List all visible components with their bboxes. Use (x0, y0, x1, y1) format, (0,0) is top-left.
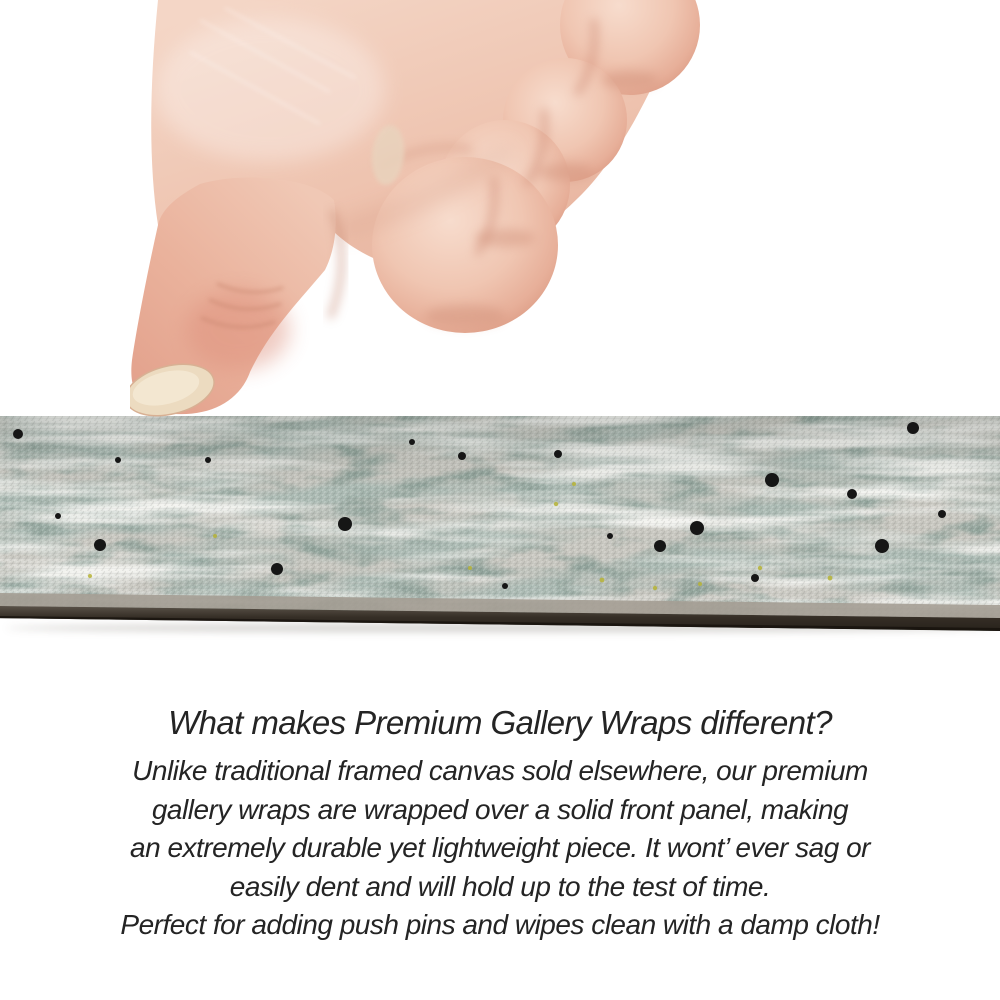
canvas-texture (0, 416, 1000, 631)
description-line: Perfect for adding push pins and wipes clean with a damp cloth! (120, 909, 880, 940)
description-heading: What makes Premium Gallery Wraps different? (168, 704, 832, 741)
description-line: an extremely durable yet lightweight piece. It wont’ ever sag or (130, 832, 870, 863)
description-line: gallery wraps are wrapped over a solid front panel, making (151, 793, 849, 825)
description (0, 701, 1000, 945)
canvas-edge-photo (0, 416, 1000, 631)
hand-photo (130, 0, 710, 420)
description-line: Unlike traditional framed canvas sold elsewhere, our premium (132, 755, 868, 786)
description-line: easily dent and will hold up to the test of time. (229, 870, 771, 902)
skin-highlight (155, 18, 385, 162)
